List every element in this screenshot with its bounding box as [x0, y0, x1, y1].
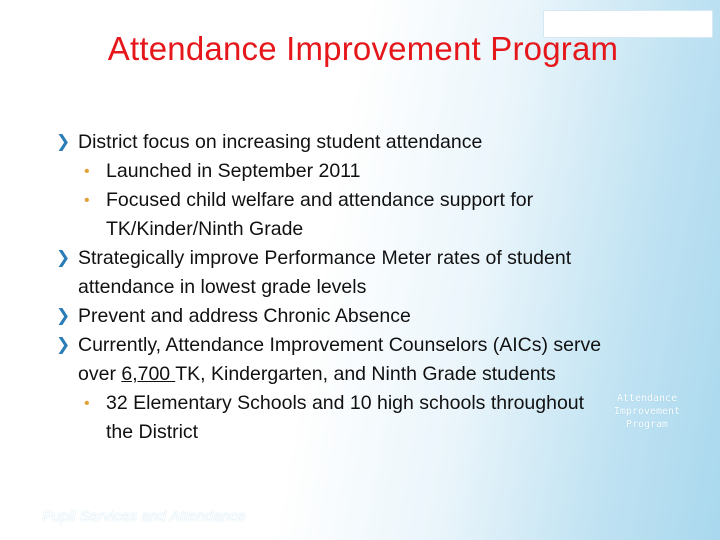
arrow-bullet-icon: ❯ — [56, 306, 71, 326]
sub-bullet-item — [56, 157, 616, 186]
sub-bullet-item — [56, 186, 616, 244]
sub-bullet-text: Launched in September 2011 — [106, 160, 361, 182]
bullet-item — [56, 331, 616, 389]
dot-bullet-icon: • — [84, 395, 90, 412]
bullet-text-part: TK, Kindergarten, and Ninth Grade students — [175, 363, 556, 385]
sub-bullet-text: Focused child welfare and attendance support for TK/Kinder/Ninth Grade — [106, 189, 534, 240]
sub-bullet-text: 32 Elementary Schools and 10 high schools throughout the District — [106, 392, 585, 443]
bullet-item — [56, 128, 616, 157]
logo-line: Improvement — [613, 406, 681, 417]
bullet-item — [56, 302, 616, 331]
bullet-text: District focus on increasing student attendance — [78, 131, 483, 153]
bullet-list — [56, 128, 616, 447]
sub-bullet-item — [56, 389, 616, 447]
logo-line: Attendance — [616, 393, 678, 404]
dot-bullet-icon: • — [84, 163, 90, 180]
bullet-item — [56, 244, 616, 302]
arrow-bullet-icon: ❯ — [56, 248, 71, 268]
dot-bullet-icon: • — [84, 192, 90, 209]
logo-line: Program — [625, 419, 669, 430]
bullet-text-part: Currently, Attendance Improvement Counselors (AICs) serve over — [78, 334, 602, 385]
bullet-text: Prevent and address Chronic Absence — [78, 305, 411, 327]
bullet-text: Strategically improve Performance Meter rates of student attendance in lowest grade levels — [78, 247, 572, 298]
arrow-bullet-icon: ❯ — [56, 132, 71, 152]
slide-title: Attendance Improvement Program — [107, 30, 619, 67]
footer-text: Pupil Services and Attendance — [42, 508, 246, 525]
student-count: 6,700 — [121, 363, 176, 385]
arrow-bullet-icon: ❯ — [56, 335, 71, 355]
program-logo — [604, 392, 690, 431]
